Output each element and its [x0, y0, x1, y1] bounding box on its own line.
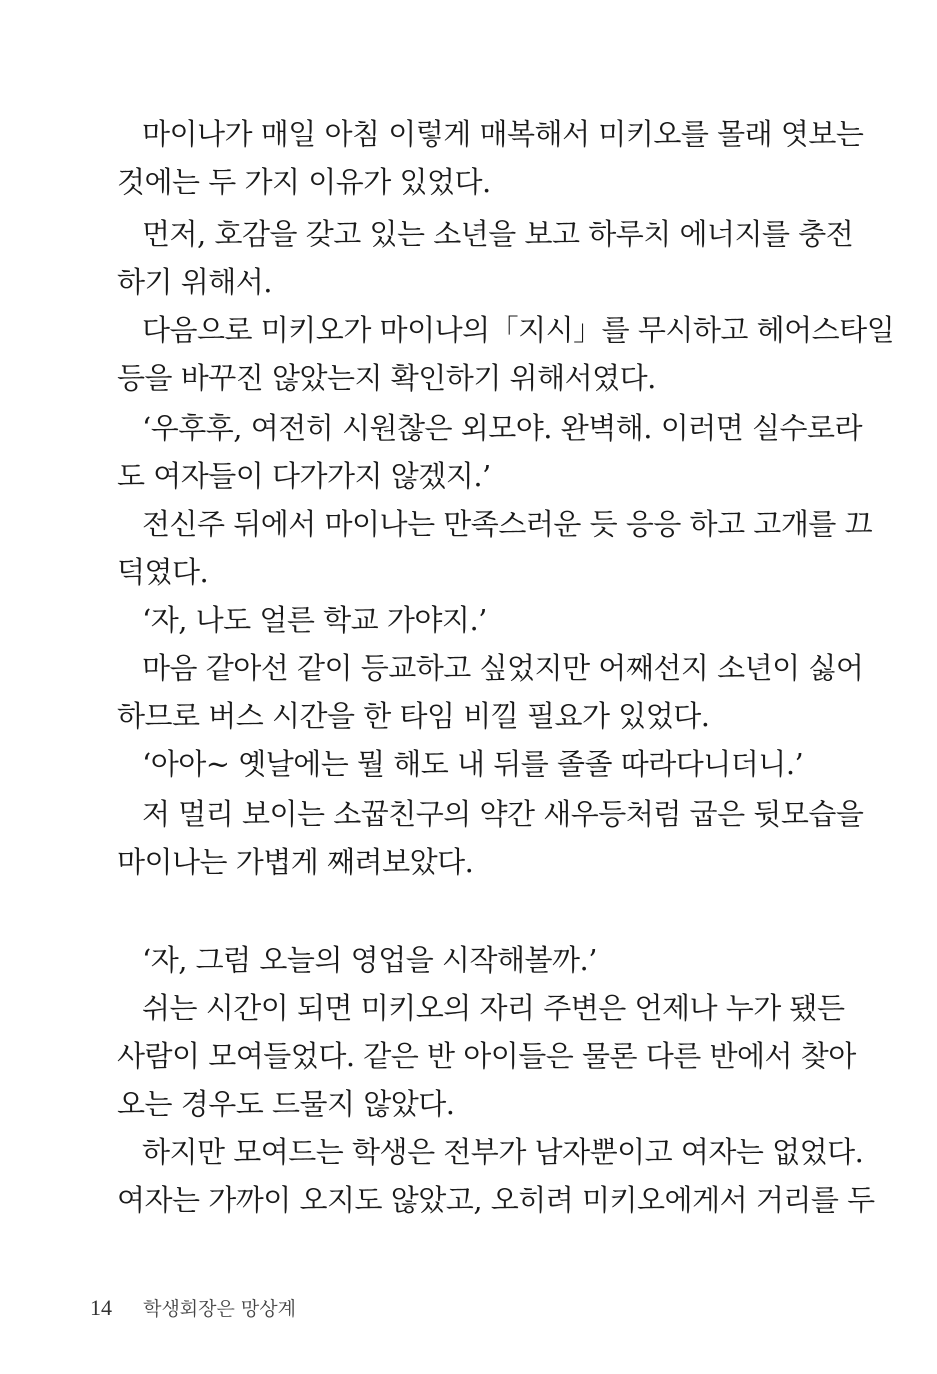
running-title: 학생회장은 망상계: [143, 1298, 296, 1320]
text-line: 덕였다.: [117, 555, 209, 589]
page-number: 14: [90, 1295, 112, 1320]
text-line: 하지만 모여드는 학생은 전부가 남자뿐이고 여자는 없었다.: [142, 1135, 864, 1169]
text-line: 사람이 모여들었다. 같은 반 아이들은 물론 다른 반에서 찾아: [117, 1039, 856, 1073]
text-line: 여자는 가까이 오지도 않았고, 오히려 미키오에게서 거리를 두: [117, 1183, 875, 1217]
text-line: 도 여자들이 다가가지 않겠지.’: [117, 459, 491, 493]
text-line: 하기 위해서.: [117, 265, 273, 299]
text-line: 마이나가 매일 아침 이렇게 매복해서 미키오를 몰래 엿보는: [142, 117, 864, 151]
page-footer: [90, 1288, 296, 1328]
text-line: 먼저, 호감을 갖고 있는 소년을 보고 하루치 에너지를 충전: [142, 217, 854, 251]
text-line: 마음 같아선 같이 등교하고 싶었지만 어째선지 소년이 싫어: [142, 651, 864, 685]
text-line: 전신주 뒤에서 마이나는 만족스러운 듯 응응 하고 고개를 끄: [142, 507, 873, 541]
text-line: 쉬는 시간이 되면 미키오의 자리 주변은 언제나 누가 됐든: [142, 991, 845, 1025]
text-line: ‘자, 나도 얼른 학교 가야지.’: [142, 603, 487, 637]
text-line: ‘아아~ 옛날에는 뭘 해도 내 뒤를 졸졸 따라다니더니.’: [142, 747, 804, 781]
text-line: 것에는 두 가지 이유가 있었다.: [117, 165, 491, 199]
text-line: 등을 바꾸진 않았는지 확인하기 위해서였다.: [117, 361, 656, 395]
text-line: 저 멀리 보이는 소꿉친구의 약간 새우등처럼 굽은 뒷모습을: [142, 797, 864, 831]
text-line: ‘우후후, 여전히 시원찮은 외모야. 완벽해. 이러면 실수로라: [142, 411, 863, 445]
text-line: 하므로 버스 시간을 한 타임 비낄 필요가 있었다.: [117, 699, 710, 733]
text-line: 마이나는 가볍게 째려보았다.: [117, 845, 474, 879]
text-line: ‘자, 그럼 오늘의 영업을 시작해볼까.’: [142, 943, 597, 977]
text-line: 다음으로 미키오가 마이나의「지시」를 무시하고 헤어스타일: [142, 313, 895, 347]
text-line: 오는 경우도 드물지 않았다.: [117, 1087, 455, 1121]
